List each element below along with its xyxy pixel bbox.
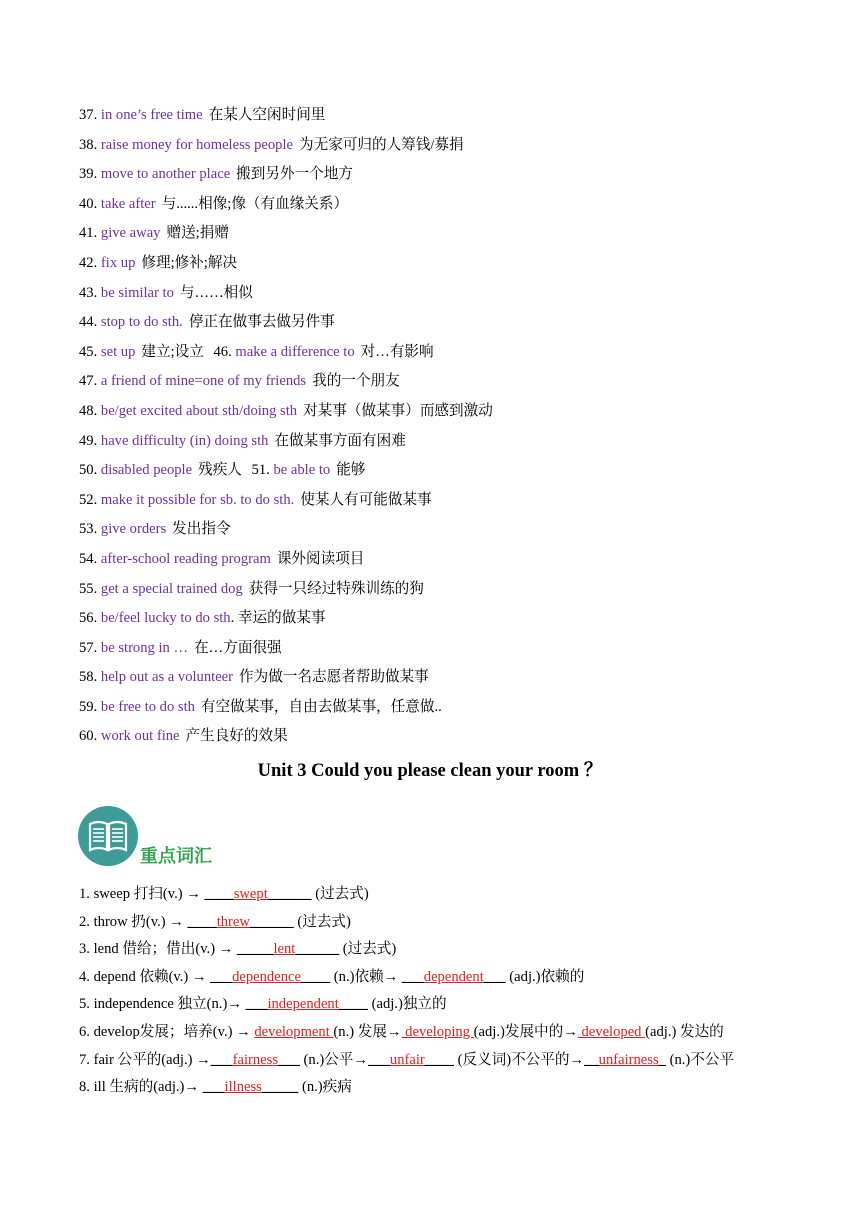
phrase-line [79, 249, 819, 279]
phrase-line [79, 131, 819, 161]
vocab-line: 5. independence 独立(n.)→ ___independent____ (adj.)独立的 [79, 996, 447, 1013]
answer-text: threw [216, 913, 250, 930]
phrase-line [79, 367, 819, 397]
phrase-list [79, 101, 819, 752]
english-phrase: give orders [100, 521, 167, 538]
item-number: 39. [79, 166, 98, 183]
chinese-meaning: 与……相似 [179, 284, 253, 301]
vocab-line: 7. fair 公平的(adj.) →___fairness___ (n.)公平→___unfair____ (反义词)不公平的→__unfairness_ (n.)不公平 [79, 1051, 735, 1068]
answer-text: developing [401, 1023, 474, 1040]
phrase-line [79, 101, 819, 131]
chinese-meaning: 停正在做事去做另件事 [188, 314, 335, 331]
answer-text: developed [577, 1023, 646, 1040]
chinese-meaning: 赠送;捐赠 [166, 225, 229, 242]
answer-text: lent [273, 941, 296, 958]
item-number: 54. [79, 550, 98, 567]
english-phrase: get a special trained dog [100, 580, 243, 597]
chinese-meaning: 有空做某事，自由去做某事，任意做.. [200, 698, 442, 715]
chinese-meaning: 课外阅读项目 [276, 550, 365, 567]
english-phrase: after-school reading program [100, 550, 271, 567]
item-number: 55. [79, 580, 98, 597]
chinese-meaning: 修理;修补;解决 [141, 254, 238, 271]
english-phrase: be strong in … [100, 639, 189, 656]
english-phrase: be able to [273, 462, 331, 479]
phrase-line [79, 397, 819, 427]
item-number: 53. [79, 521, 98, 538]
english-phrase: work out fine [100, 728, 180, 745]
answer-text: development [254, 1023, 334, 1040]
phrase-line [79, 456, 819, 486]
phrase-line [79, 160, 819, 190]
chinese-meaning: 获得一只经过特殊训练的狗 [248, 580, 424, 597]
chinese-meaning: . 幸运的做某事 [230, 610, 326, 627]
english-phrase: in one’s free time [100, 107, 203, 123]
answer-text: unfairness [598, 1051, 659, 1068]
chinese-meaning: 发出指令 [172, 521, 231, 538]
item-number: 46. [213, 343, 232, 360]
answer-text: unfair [389, 1051, 425, 1068]
chinese-meaning: 建立;设立 [141, 343, 204, 360]
phrase-line [79, 515, 819, 545]
item-number: 50. [79, 462, 98, 479]
english-phrase: disabled people [100, 462, 193, 479]
item-number: 52. [79, 491, 98, 508]
phrase-line [79, 693, 819, 723]
item-number: 45. [79, 343, 98, 360]
chinese-meaning: 在…方面很强 [194, 639, 282, 656]
english-phrase: a friend of mine=one of my friends [100, 373, 307, 390]
vocab-line: 8. ill 生病的(adj.)→ ___illness_____ (n.)疾病 [79, 1079, 352, 1096]
chinese-meaning: 能够 [336, 462, 366, 479]
chinese-meaning: 我的一个朋友 [312, 373, 400, 390]
vocab-line: 2. throw 扔(v.) → ____threw______ (过去式) [79, 913, 351, 930]
answer-text: independent [267, 996, 339, 1013]
chinese-meaning: 对某事（做某事）而感到激动 [303, 402, 493, 419]
item-number: 41. [79, 225, 98, 242]
chinese-meaning: 使某人有可能做某事 [300, 491, 432, 508]
vocab-line: 4. depend 依赖(v.) → ___dependence____ (n.)依赖→ ___dependent___ (adj.)依赖的 [79, 968, 585, 985]
chinese-meaning: 残疾人 [198, 462, 242, 479]
english-phrase: make it possible for sb. to do sth. [100, 491, 295, 508]
vocab-heading: 重点词汇 [140, 846, 212, 867]
english-phrase: make a difference to [235, 343, 355, 360]
vocab-list [79, 881, 839, 1102]
phrase-line [79, 663, 819, 693]
item-number: 43. [79, 284, 98, 301]
english-phrase: set up [100, 343, 136, 360]
item-number: 40. [79, 195, 98, 212]
item-number: 57. [79, 639, 98, 656]
english-phrase: be similar to [100, 284, 174, 301]
answer-text: fairness [232, 1051, 278, 1068]
book-icon [78, 806, 138, 866]
chinese-meaning: 在某人空闲时间里 [208, 107, 326, 123]
english-phrase: have difficulty (in) doing sth [100, 432, 269, 449]
item-number: 48. [79, 402, 98, 419]
answer-text: dependent [423, 968, 484, 985]
phrase-line [79, 427, 819, 457]
answer-text: illness [224, 1079, 262, 1096]
english-phrase: be/feel lucky to do sth [100, 610, 231, 627]
chinese-meaning: 在做某事方面有困难 [274, 432, 406, 449]
phrase-line [79, 634, 819, 664]
phrase-line [79, 575, 819, 605]
phrase-line [79, 545, 819, 575]
vocab-line: 1. sweep 打扫(v.) → ____swept______ (过去式) [79, 886, 369, 902]
chinese-meaning: 对…有影响 [360, 343, 434, 360]
english-phrase: help out as a volunteer [100, 669, 234, 686]
chinese-meaning: 搬到另外一个地方 [236, 166, 353, 183]
phrase-line [79, 279, 819, 309]
item-number: 49. [79, 432, 98, 449]
vocab-section-header [78, 806, 278, 866]
unit-title: Unit 3 Could you please clean your room ？ [257, 761, 603, 781]
vocab-line: 6. develop发展；培养(v.) → development (n.) 发展→ developing (adj.)发展中的→ developed (adj.) 发达的 [79, 1023, 724, 1040]
phrase-line [79, 604, 819, 634]
item-number: 56. [79, 610, 98, 627]
phrase-line [79, 190, 819, 220]
chinese-meaning: 与......相像;像（有血缘关系） [161, 195, 349, 212]
phrase-line [79, 308, 819, 338]
chinese-meaning: 产生良好的效果 [185, 728, 288, 745]
phrase-line [79, 722, 819, 752]
chinese-meaning: 为无家可归的人筹钱/募捐 [299, 136, 464, 153]
english-phrase: give away [100, 225, 161, 242]
english-phrase: stop to do sth. [100, 314, 183, 331]
item-number: 47. [79, 373, 98, 390]
chinese-meaning: 作为做一名志愿者帮助做某事 [239, 669, 429, 686]
item-number: 60. [79, 728, 98, 745]
english-phrase: be/get excited about sth/doing sth [100, 402, 298, 419]
item-number: 37. [79, 107, 98, 123]
answer-text: swept [233, 886, 268, 902]
english-phrase: be free to do sth [100, 698, 195, 715]
english-phrase: move to another place [100, 166, 231, 183]
item-number: 59. [79, 698, 98, 715]
item-number: 58. [79, 669, 98, 686]
item-number: 44. [79, 314, 98, 331]
phrase-line [79, 219, 819, 249]
vocab-line: 3. lend 借给；借出(v.) → _____lent______ (过去式) [79, 941, 397, 958]
item-number: 42. [79, 254, 98, 271]
english-phrase: fix up [100, 254, 136, 271]
item-number: 38. [79, 136, 98, 153]
answer-text: dependence [232, 968, 301, 985]
item-number: 51. [251, 462, 270, 479]
english-phrase: raise money for homeless people [100, 136, 293, 153]
phrase-line [79, 486, 819, 516]
english-phrase: take after [100, 195, 156, 212]
phrase-line [79, 338, 819, 368]
